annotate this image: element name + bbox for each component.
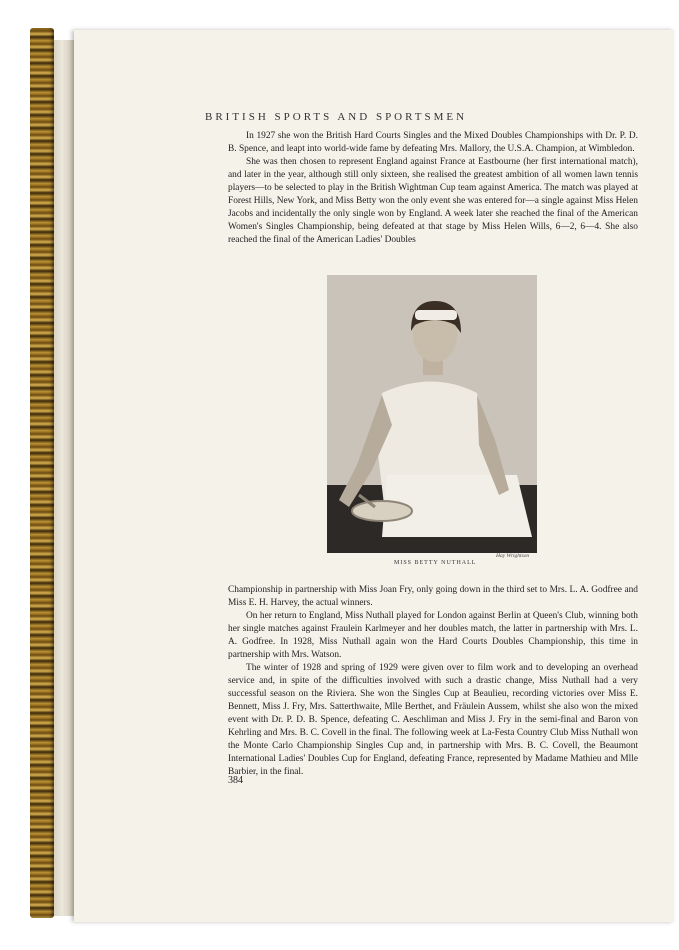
page-number: 384 xyxy=(228,775,243,786)
book-spine xyxy=(30,28,54,918)
page-edges xyxy=(54,40,74,916)
running-header: BRITISH SPORTS AND SPORTSMEN xyxy=(205,111,468,123)
portrait-photo xyxy=(327,275,537,553)
paragraph: Championship in partnership with Miss Joan Fry, only going down in the third set to Mrs. L. A. Godfree and Miss E. H. Harvey, the actual winners. xyxy=(228,585,638,608)
top-text-block xyxy=(228,130,638,247)
paragraph: In 1927 she won the British Hard Courts Singles and the Mixed Doubles Championships with Dr. P. D. B. Spence, and leapt into world-wide fame by defeating Mrs. Mallory, the U.S.A. Champion, at Wimbledon. xyxy=(228,131,638,154)
portrait-illustration xyxy=(327,275,537,553)
photo-credit: Hay Wrightson xyxy=(496,553,530,559)
paragraph: She was then chosen to represent England against France at Eastbourne (her first international match), and later in the year, although still only sixteen, she realised the greatest ambition of all women lawn tennis players—to be selected to play in the British Wightman Cup team against America. The match was played at Forest Hills, New York, and Miss Betty won the only event she was entered for—a single against Miss Helen Jacobs and incidentally the only single won by England. A week later she reached the final of the American Women's Singles Championship, being defeated at that stage by Miss Helen Wills, 6—2, 6—4. She also reached the final of the American Ladies' Doubles xyxy=(228,157,638,245)
paragraph: The winter of 1928 and spring of 1929 were given over to film work and to developing an overhead service and, in spite of the difficulties involved with such a drastic change, Miss Nuthall had a very successful season on the Riviera. She won the Singles Cup at Beaulieu, recording victories over Miss E. Bennett, Miss J. Fry, Mrs. Satterthwaite, Mlle Berthet, and Fräulein Aussem, whilst she also won the mixed event with Dr. P. D. B. Spence, defeating C. Aeschliman and Miss J. Fry in the semi-final and Baron von Kehrling and Mrs. B. C. Covell in the final. The following week at La-Festa Country Club Miss Nuthall won the Monte Carlo Championship Singles Cup and, in partnership with Mrs. B. C. Covell, the Beaumont International Ladies' Doubles Cup for England, defeating France, represented by Madame Mathieu and Mlle Barbier, in the final. xyxy=(228,663,638,777)
bottom-text-block xyxy=(228,584,638,779)
paragraph: On her return to England, Miss Nuthall played for London against Berlin at Queen's Club, winning both her single matches against Fraulein Karlmeyer and her doubles match, the latter in partnership with Mrs. L. A. Godfree. In 1928, Miss Nuthall again won the Hard Courts Doubles Championship, this time in partnership with Mrs. Watson. xyxy=(228,611,638,660)
photo-caption: MISS BETTY NUTHALL xyxy=(394,560,477,566)
